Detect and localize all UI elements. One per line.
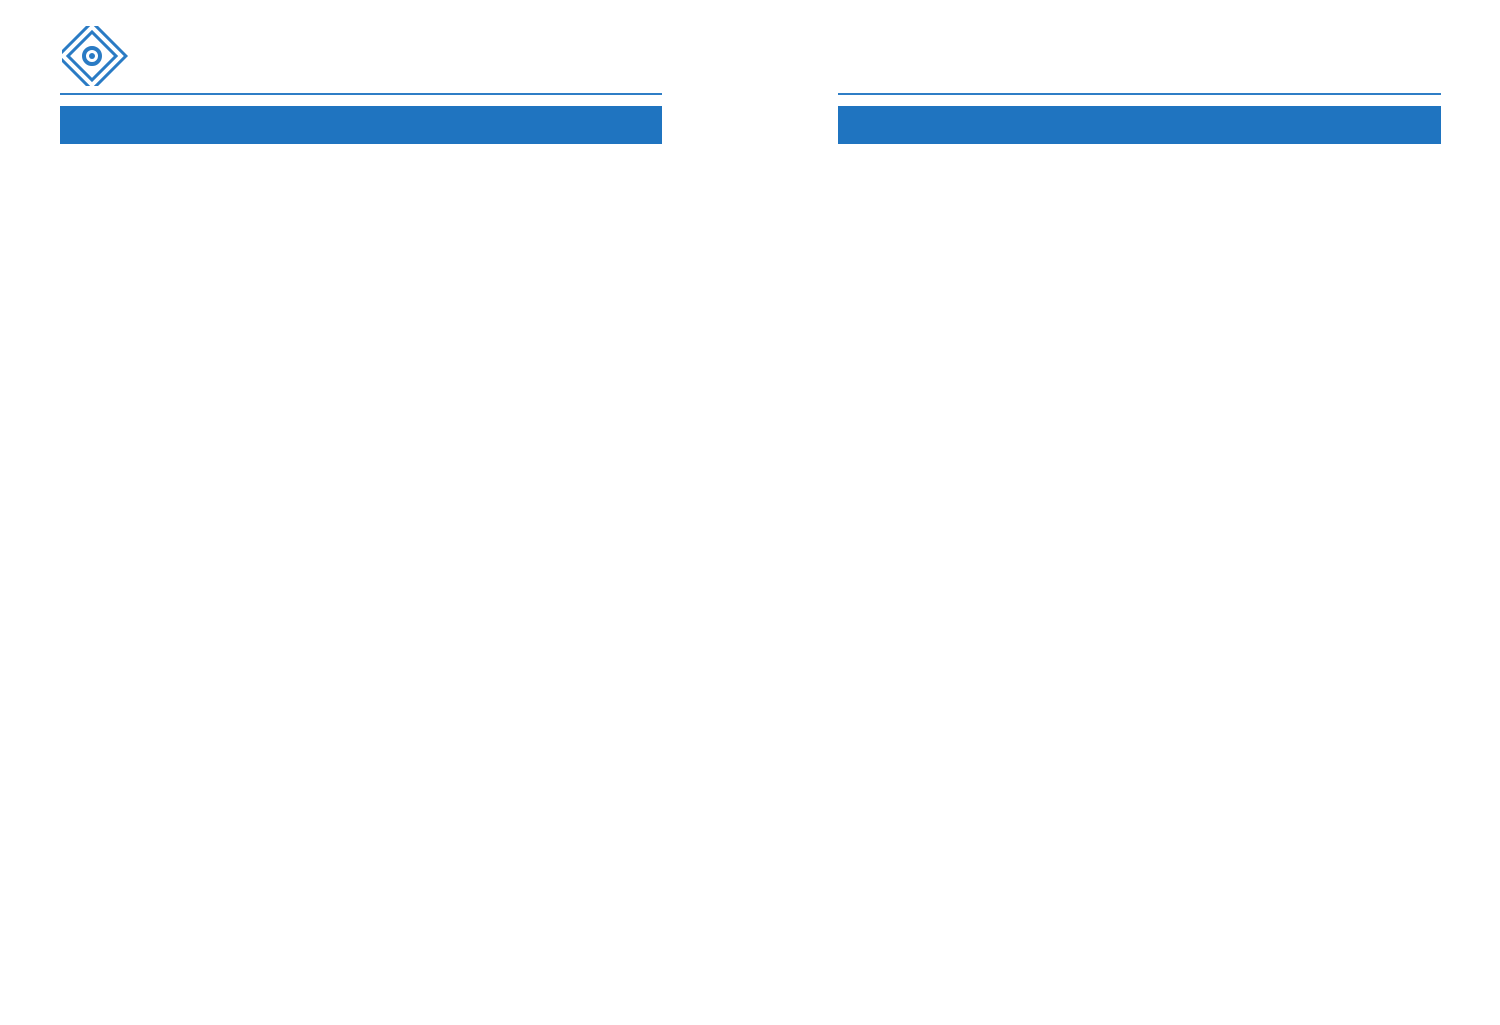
page-title-right bbox=[838, 106, 1441, 144]
dpg-logo-icon bbox=[62, 26, 252, 86]
page-title-left bbox=[60, 106, 662, 144]
header-rule-right bbox=[838, 93, 1441, 95]
header-rule-left bbox=[60, 93, 662, 95]
company-logo bbox=[62, 26, 252, 86]
